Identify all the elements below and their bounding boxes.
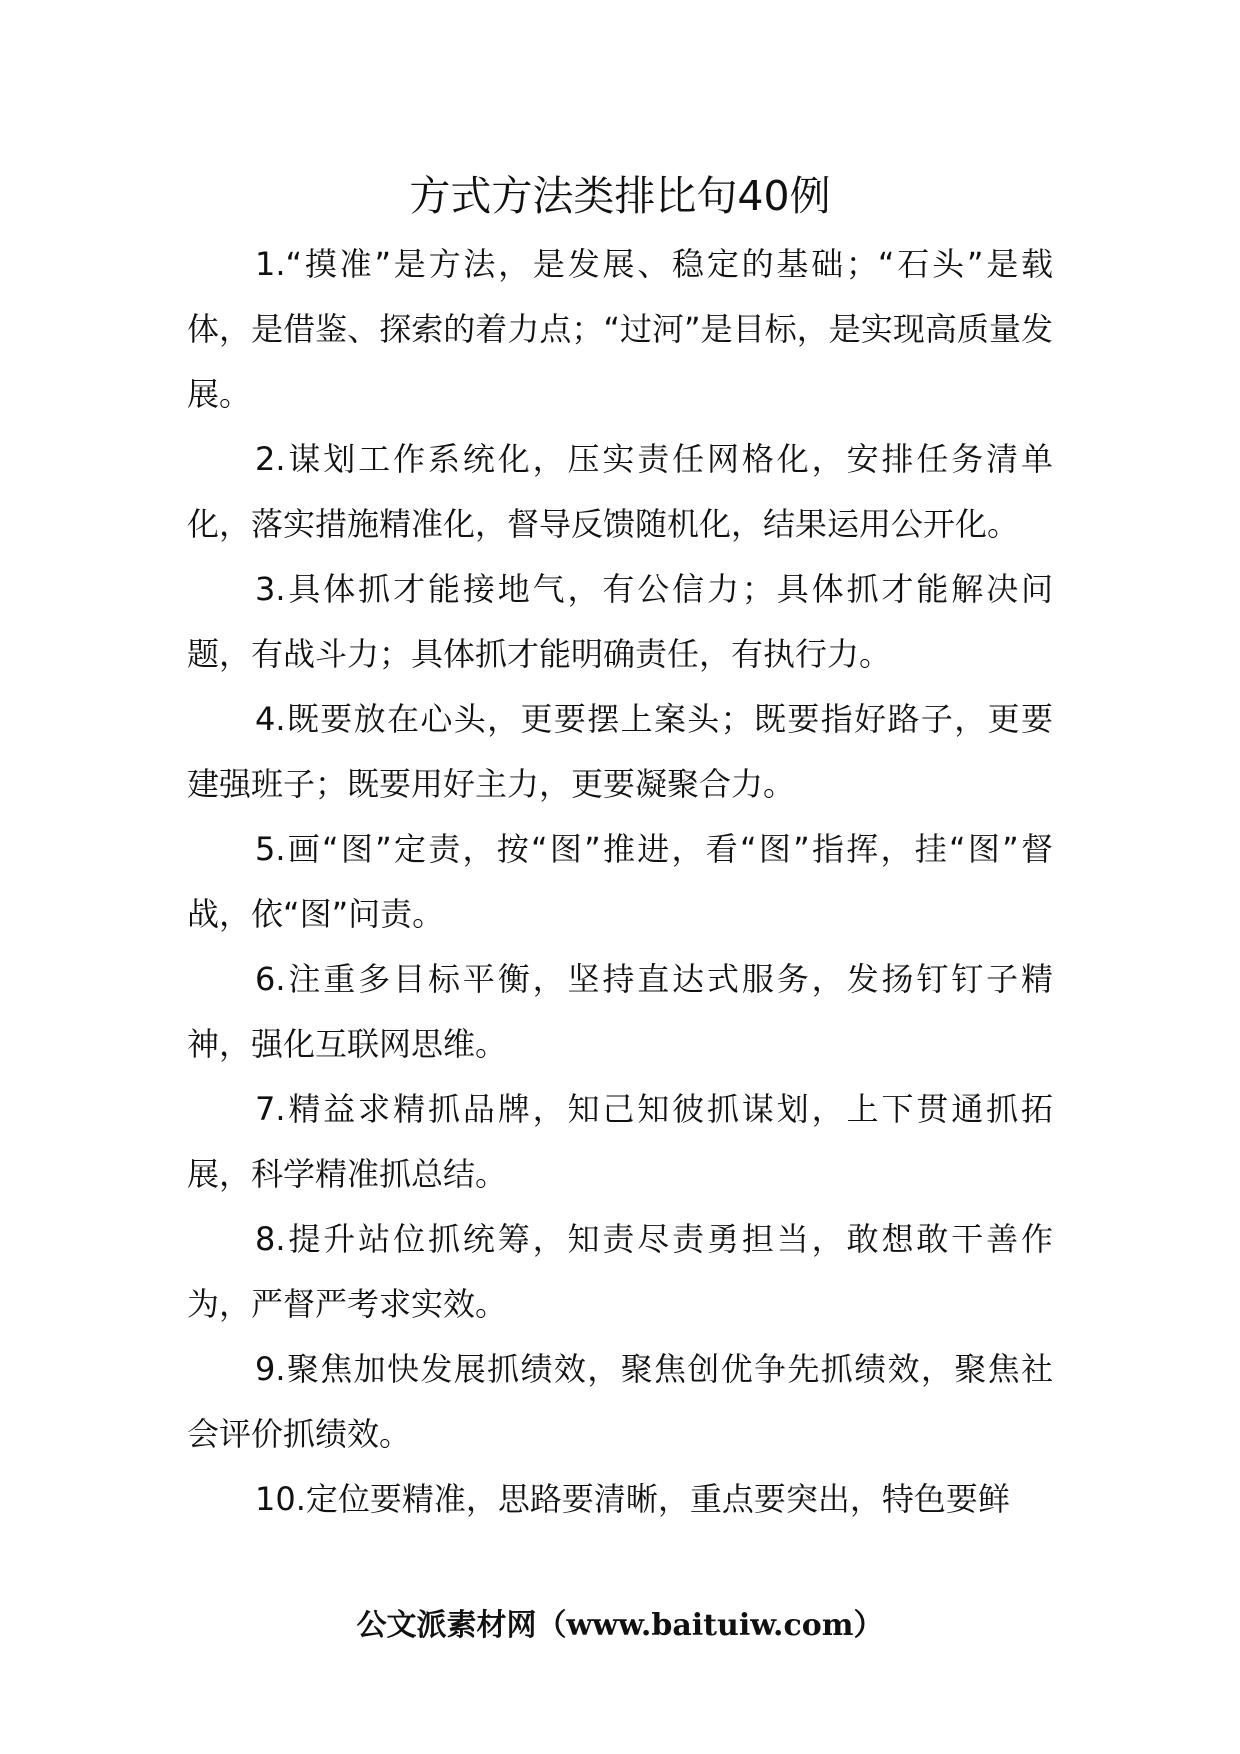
paragraph-6: 6.注重多目标平衡，坚持直达式服务，发扬钉钉子精神，强化互联网思维。 bbox=[187, 960, 1053, 1063]
paragraph-2: 2.谋划工作系统化，压实责任网格化，安排任务清单化，落实措施精准化，督导反馈随机化，结果运用公开化。 bbox=[187, 440, 1053, 543]
document-title: 方式方法类排比句40例 bbox=[409, 172, 831, 220]
paragraph-4: 4.既要放在心头，更要摆上案头；既要指好路子，更要建强班子；既要用好主力，更要凝聚合力。 bbox=[187, 700, 1053, 803]
paragraph-1: 1.“摸准”是方法，是发展、稳定的基础；“石头”是载体，是借鉴、探索的着力点；“过河”是目标，是实现高质量发展。 bbox=[187, 245, 1053, 413]
paragraph-8: 8.提升站位抓统筹，知责尽责勇担当，敢想敢干善作为，严督严考求实效。 bbox=[187, 1220, 1053, 1323]
paragraph-7: 7.精益求精抓品牌，知己知彼抓谋划，上下贯通抓拓展，科学精准抓总结。 bbox=[187, 1090, 1053, 1193]
footer-watermark: 公文派素材网（www.baituiw.com） bbox=[356, 1608, 884, 1643]
paragraph-5: 5.画“图”定责，按“图”推进，看“图”指挥，挂“图”督战，依“图”问责。 bbox=[187, 830, 1053, 933]
paragraph-10: 10.定位要精准，思路要清晰，重点要突出，特色要鲜 bbox=[255, 1480, 1010, 1518]
paragraph-9: 9.聚焦加快发展抓绩效，聚焦创优争先抓绩效，聚焦社会评价抓绩效。 bbox=[187, 1350, 1053, 1453]
paragraph-3: 3.具体抓才能接地气，有公信力；具体抓才能解决问题，有战斗力；具体抓才能明确责任，有执行力。 bbox=[187, 570, 1053, 673]
document-body bbox=[187, 232, 1053, 1532]
